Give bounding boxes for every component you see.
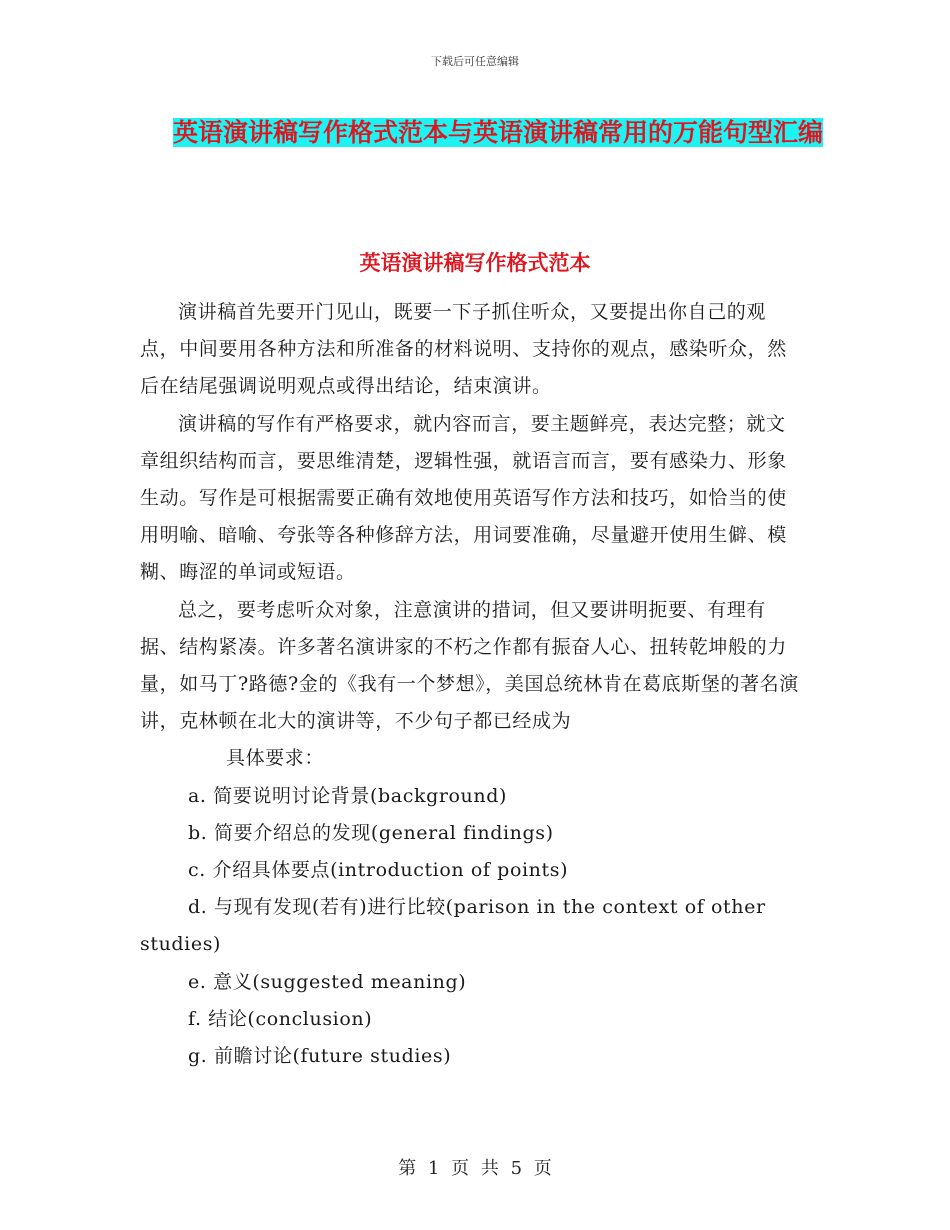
page-number-footer: 第 1 页 共 5 页 [398, 1158, 552, 1179]
requirement-item: c. 介绍具体要点(introduction of points) [188, 859, 569, 882]
paragraph: 总之，要考虑听众对象，注意演讲的措词，但又要讲明扼要、有理有据、结构紧凑。许多著名演讲家的不朽之作都有振奋人心、扭转乾坤般的力量，如马丁?路德?金的《我有一个梦想》，美国总统林肯在葛底斯堡的著名演讲，克林顿在北大的演讲等，不少句子都已经成为 [140, 598, 799, 733]
requirement-item: g. 前瞻讨论(future studies) [188, 1045, 452, 1068]
page-header-note: 下载后可任意编辑 [431, 55, 519, 68]
document-title [140, 112, 856, 154]
paragraph: 演讲稿首先要开门见山，既要一下子抓住听众，又要提出你自己的观点，中间要用各种方法和所准备的材料说明、支持你的观点，感染听众，然后在结尾强调说明观点或得出结论，结束演讲。 [140, 301, 787, 398]
requirements-label: 具体要求： [226, 747, 325, 770]
document-title-text: 英语演讲稿写作格式范本与英语演讲稿常用的万能句型汇编 [172, 118, 823, 147]
requirement-item: f. 结论(conclusion) [188, 1007, 373, 1030]
requirement-item: e. 意义(suggested meaning) [188, 970, 467, 993]
section-heading: 英语演讲稿写作格式范本 [359, 250, 591, 275]
requirement-item: a. 简要说明讨论背景(background) [188, 784, 507, 807]
requirement-item: d. 与现有发现(若有)进行比较(parison in the context of other studies) [140, 896, 766, 956]
paragraph: 演讲稿的写作有严格要求，就内容而言，要主题鲜亮，表达完整；就文章组织结构而言，要思维清楚，逻辑性强，就语言而言，要有感染力、形象生动。写作是可根据需要正确有效地使用英语写作方法和技巧，如恰当的使用明喻、暗喻、夸张等各种修辞方法，用词要准确，尽量避开使用生僻、模糊、晦涩的单词或短语。 [140, 412, 787, 584]
requirement-item: b. 简要介绍总的发现(general findings) [188, 821, 554, 844]
document-body [140, 294, 800, 1075]
requirements-list [140, 778, 800, 1076]
